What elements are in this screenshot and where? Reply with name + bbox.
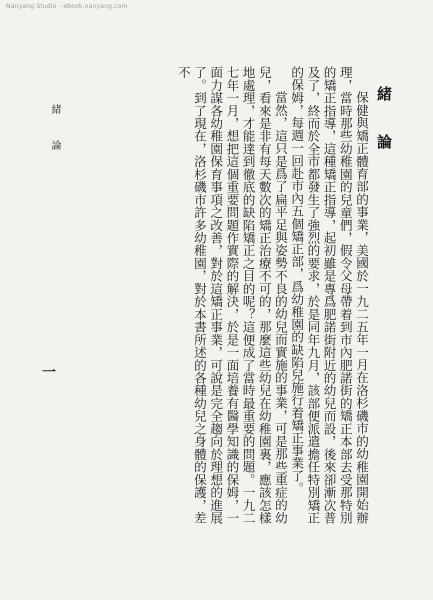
body-text bbox=[73, 66, 369, 524]
paragraph-1: 保健與矯正體育部的事業，美國於一九二五年一月在洛杉磯市的幼稚園開始辦理，當時那些幼稚園的兒童們，假令父母帶着到市內肥諾街的矯正本部去受那特別的矯正指導，這種矯正指導，起初雖是專爲肥諾街附近的幼兒而設，後來卻漸次普及了，終而於全市都發生了強烈的要求，於是同年九月，該部便派遣擔任特別矯正的保姆，每週一回赴市內五個矯正部，爲幼稚園的缺陷兒施行着矯正事業了。 bbox=[289, 66, 369, 524]
page-title: 緒 論 bbox=[375, 86, 393, 158]
page-number: 一 bbox=[42, 365, 56, 381]
watermark: Nanyang Studio - ebook.nanyang.com bbox=[6, 3, 128, 10]
running-footer-title: 緒 論 bbox=[49, 104, 60, 158]
paragraph-2: 當然，這只是爲了扁平足與姿勢不良的幼兒而實施的事業，可是那些重症的幼兒，看來是非有每天數次的矯正治療不可的，那麼這些幼兒在幼稚園裏，應該怎樣地處理，才能達到徹底的缺陷矯正之目的呢？這便成了當時最重要的問題。一九二七年一月，想把這個重要問題作實際的解決，於是一面培養有醫學知識的保姆，一面力謀各幼稚園保育事項之改善，對於這矯正事業，可說是完全趨向於理想的進展了。到了現在，洛杉磯市許多幼稚園，對於本書所述的各種幼兒之身體的保護，差不 bbox=[175, 66, 288, 524]
